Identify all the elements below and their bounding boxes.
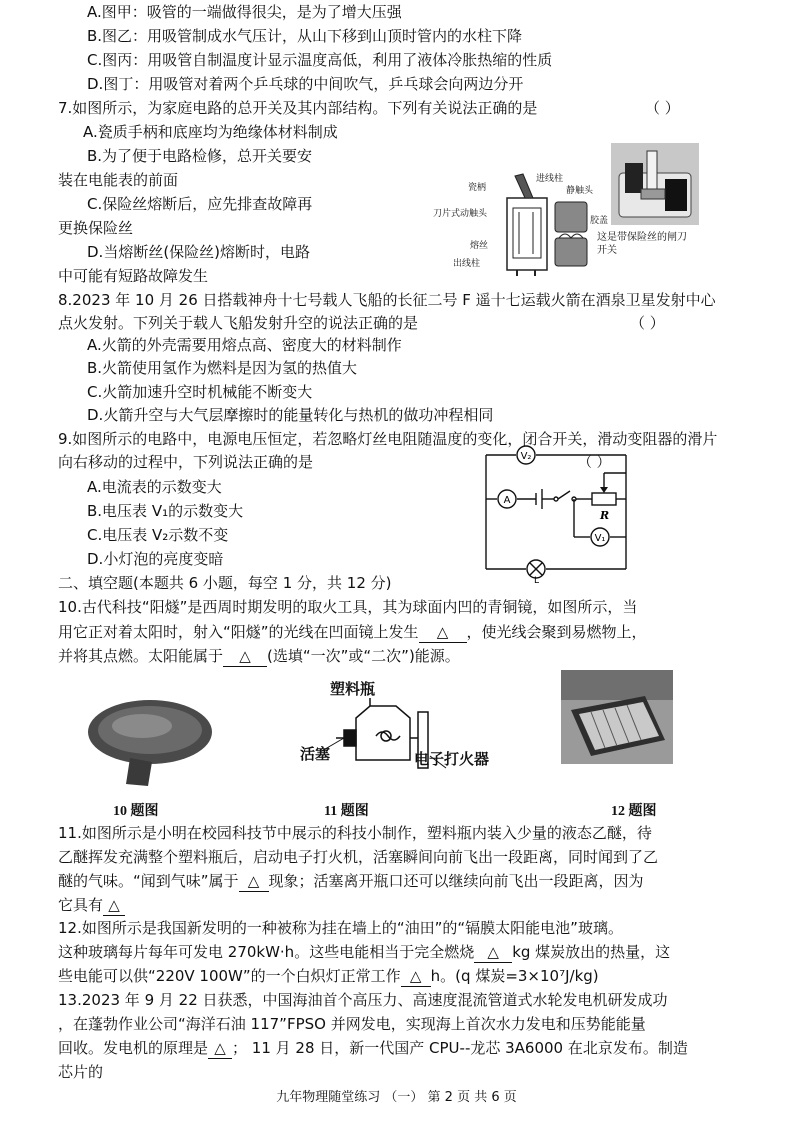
q7-answer-bracket: （ ） <box>645 99 680 117</box>
q10-blank-1[interactable]: △ <box>419 622 467 643</box>
label-piston: 活塞 <box>300 747 331 763</box>
q7-option-b-cont: 装在电能表的前面 <box>58 171 179 189</box>
caption-fig-12: 12 题图 <box>611 804 657 819</box>
photo-note-line2: 开关 <box>597 245 617 256</box>
q7-stem: 7.如图所示，为家庭电路的总开关及其内部结构。下列有关说法正确的是 <box>58 99 538 117</box>
q11-blank-1[interactable]: △ <box>239 871 269 892</box>
q12-line2-text-a: 这种玻璃每片每年可发电 270kW·h。这些电能相当于完全燃烧 <box>58 943 475 961</box>
q13-line4: 芯片的 <box>58 1063 104 1081</box>
label-in-post: 进线柱 <box>536 174 564 184</box>
q8-answer-bracket: （ ） <box>630 314 665 332</box>
yangsui-mirror-photo <box>82 690 214 788</box>
lamp-label: L <box>534 576 540 583</box>
q8-option-b: B.火箭使用氢作为燃料是因为氢的热值大 <box>87 359 358 377</box>
q9-option-d: D.小灯泡的亮度变暗 <box>87 550 224 568</box>
q12-blank-2[interactable]: △ <box>401 966 431 987</box>
solar-cell-glass-photo <box>561 670 673 764</box>
q10-line3-text-b: (选填“一次”或“二次”)能源。 <box>267 647 460 665</box>
q8-stem-line2: 点火发射。下列关于载人飞船发射升空的说法正确的是 <box>58 314 419 332</box>
q8-stem-line1: 8.2023 年 10 月 26 日搭载神舟十七号载人飞船的长征二号 F 遥十七运载火箭在酒泉卫星发射中心 <box>58 291 716 309</box>
q13-line3 <box>58 1038 688 1059</box>
v1-label: V₁ <box>594 533 606 544</box>
q10-line3-text-a: 并将其点燃。太阳能属于 <box>58 647 224 665</box>
q7-option-d-cont: 中可能有短路故障发生 <box>58 267 209 285</box>
section-2-heading: 二、填空题(本题共 6 小题，每空 1 分，共 12 分) <box>58 574 392 592</box>
q8-option-a: A.火箭的外壳需要用熔点高、密度大的材料制作 <box>87 336 402 354</box>
q7-option-c: C.保险丝熔断后，应先排查故障再 <box>87 195 313 213</box>
q13-blank-1[interactable]: △ <box>208 1038 232 1059</box>
v2-label: V₂ <box>520 451 532 462</box>
q12-line3 <box>58 966 599 987</box>
caption-fig-11: 11 题图 <box>324 804 369 819</box>
q10-line1: 10.古代科技“阳燧”是西周时期发明的取火工具，其为球面内凹的青铜镜，如图所示，当 <box>58 598 638 616</box>
q12-line2 <box>58 942 670 963</box>
q7-option-a: A.瓷质手柄和底座均为绝缘体材料制成 <box>83 123 338 141</box>
q8-option-d: D.火箭升空与大气层摩擦时的能量转化与热机的做功冲程相同 <box>87 406 494 424</box>
q7-option-b: B.为了便于电路检修，总开关要安 <box>87 147 313 165</box>
label-electronic-igniter: 电子打火器 <box>414 752 490 768</box>
knife-switch-photo <box>611 143 699 225</box>
q9-stem-line1: 9.如图所示的电路中，电源电压恒定，若忽略灯丝电阻随温度的变化，闭合开关，滑动变阻器的滑片 <box>58 430 718 448</box>
q6-option-c: C.图丙：用吸管自制温度计显示温度高低，利用了液体冷胀热缩的性质 <box>87 51 553 69</box>
caption-fig-10: 10 题图 <box>113 804 159 819</box>
q12-blank-1[interactable]: △ <box>474 942 512 963</box>
q13-line1: 13.2023 年 9 月 22 日获悉，中国海油首个高压力、高速度混流管道式水轮发电机研发成功 <box>58 991 668 1009</box>
q11-line3-text-a: 醚的气味。“闻到气味”属于 <box>58 872 239 890</box>
q12-line3-text-a: 些电能可以供“220V 100W”的一个白炽灯正常工作 <box>58 967 401 985</box>
resistor-label: R <box>600 509 610 522</box>
q6-option-d: D.图丁：用吸管对着两个乒乓球的中间吹气，乒乓球会向两边分开 <box>87 75 524 93</box>
q9-stem-line2: 向右移动的过程中，下列说法正确的是 <box>58 453 314 471</box>
q11-blank-2[interactable]: △ <box>103 895 125 916</box>
label-static-contact: 静触头 <box>566 186 594 196</box>
q6-option-a: A.图甲：吸管的一端做得很尖，是为了增大压强 <box>87 3 402 21</box>
q10-line2 <box>58 622 647 643</box>
q11-line1: 11.如图所示是小明在校园科技节中展示的科技小制作，塑料瓶内装入少量的液态乙醚，待 <box>58 824 652 842</box>
q12-line2-text-b: kg 煤炭放出的热量，这 <box>512 943 671 961</box>
q9-answer-bracket: （ ） <box>578 455 611 471</box>
q10-blank-2[interactable]: △ <box>223 646 267 667</box>
q9-option-c: C.电压表 V₂示数不变 <box>87 526 229 544</box>
q10-line2-text-b: ，使光线会聚到易燃物上， <box>466 623 647 641</box>
photo-note-line1: 这是带保险丝的闸刀 <box>597 232 687 243</box>
q8-option-c: C.火箭加速升空时机械能不断变大 <box>87 383 313 401</box>
q11-line4-text-a: 它具有 <box>58 896 104 914</box>
label-handle: 瓷柄 <box>468 183 487 193</box>
label-knife-contact: 刀片式动触头 <box>433 209 488 219</box>
page-footer: 九年物理随堂练习 （一） 第 2 页 共 6 页 <box>276 1090 517 1105</box>
label-plastic-bottle: 塑料瓶 <box>330 682 376 698</box>
label-cover: 胶盖 <box>590 216 609 226</box>
q7-option-c-cont: 更换保险丝 <box>58 219 134 237</box>
ammeter-label: A <box>503 495 511 506</box>
q10-line3 <box>58 646 460 667</box>
q11-line2: 乙醚挥发充满整个塑料瓶后，启动电子打火机，活塞瞬间向前飞出一段距离，同时闻到了乙 <box>58 848 659 866</box>
circuit-diagram <box>478 443 638 583</box>
q12-line3-text-b: h。(q 煤炭=3×10⁷J/kg) <box>430 967 599 985</box>
q13-line3-text-a: 回收。发电机的原理是 <box>58 1039 209 1057</box>
q11-line3-text-b: 现象；活塞离开瓶口还可以继续向前飞出一段距离，因为 <box>268 872 644 890</box>
q12-line1: 12.如图所示是我国新发明的一种被称为挂在墙上的“油田”的“镉膜太阳能电池”玻璃。 <box>58 919 623 937</box>
q13-line3-text-b: ； 11 月 28 日，新一代国产 CPU--龙芯 3A6000 在北京发布。制造 <box>232 1039 688 1057</box>
q7-option-d: D.当熔断丝(保险丝)熔断时，电路 <box>87 243 311 261</box>
q9-option-b: B.电压表 V₁的示数变大 <box>87 502 244 520</box>
label-fuse: 熔丝 <box>470 241 489 251</box>
q13-line2: ，在蓬勃作业公司“海洋石油 117”FPSO 并网发电，实现海上首次水力发电和压势能能量 <box>58 1015 646 1033</box>
q10-line2-text-a: 用它正对着太阳时，射入“阳燧”的光线在凹面镜上发生 <box>58 623 419 641</box>
q11-line4 <box>58 895 125 916</box>
q11-line3 <box>58 871 644 892</box>
label-out-post: 出线柱 <box>453 259 481 269</box>
q6-option-b: B.图乙：用吸管制成水气压计，从山下移到山顶时管内的水柱下降 <box>87 27 523 45</box>
q9-option-a: A.电流表的示数变大 <box>87 478 222 496</box>
